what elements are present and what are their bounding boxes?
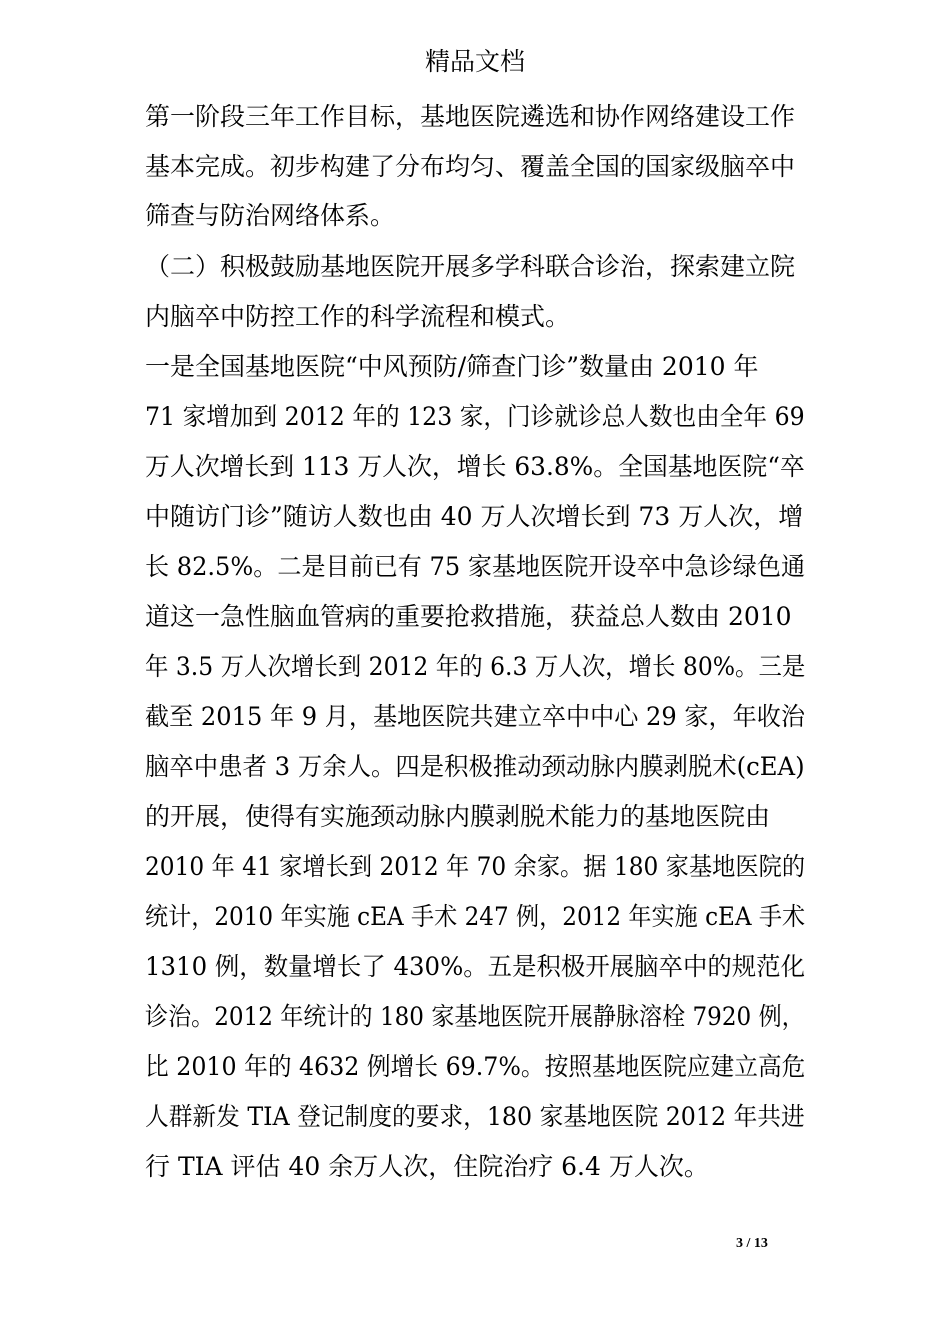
body-text-line: 的开展，使得有实施颈动脉内膜剥脱术能力的基地医院由: [145, 802, 771, 831]
body-text-line: 道这一急性脑血管病的重要抢救措施，获益总人数由 2010: [145, 602, 792, 631]
body-text-line: 一是全国基地医院“中风预防/筛查门诊”数量由 2010 年: [145, 352, 759, 381]
body-text-line: 诊治。2012 年统计的 180 家基地医院开展静脉溶栓 7920 例，: [145, 1002, 805, 1031]
body-text-line: 中随访门诊”随访人数也由 40 万人次增长到 73 万人次，增: [145, 502, 804, 531]
body-text-line: 内脑卒中防控工作的科学流程和模式。: [145, 302, 571, 331]
body-text-line: 长 82.5%。二是目前已有 75 家基地医院开设卒中急诊绿色通: [145, 552, 806, 581]
body-text-line: 万人次增长到 113 万人次，增长 63.8%。全国基地医院“卒: [145, 452, 805, 481]
body-text-line: 行 TIA 评估 40 余万人次，住院治疗 6.4 万人次。: [145, 1152, 709, 1181]
body-text-line: 1310 例，数量增长了 430%。五是积极开展脑卒中的规范化: [145, 952, 805, 981]
body-text-line: 统计，2010 年实施 cEA 手术 247 例，2012 年实施 cEA 手术: [145, 902, 806, 931]
page-number: 3 / 13: [736, 1236, 768, 1251]
body-text-line: 人群新发 TIA 登记制度的要求，180 家基地医院 2012 年共进: [145, 1102, 805, 1131]
body-text-line: 筛查与防治网络体系。: [145, 201, 396, 230]
body-text-line: 2010 年 41 家增长到 2012 年 70 余家。据 180 家基地医院的: [145, 852, 806, 881]
body-text-line: 基本完成。初步构建了分布均匀、覆盖全国的国家级脑卒中: [145, 152, 796, 181]
body-text-line: 第一阶段三年工作目标，基地医院遴选和协作网络建设工作: [145, 102, 796, 131]
body-text-line: 截至 2015 年 9 月，基地医院共建立卒中中心 29 家，年收治: [145, 702, 806, 731]
page-header-title: 精品文档: [424, 47, 525, 76]
body-text-line: 脑卒中患者 3 万余人。四是积极推动颈动脉内膜剥脱术(cEA): [145, 752, 805, 781]
body-text-line: 年 3.5 万人次增长到 2012 年的 6.3 万人次，增长 80%。三是: [145, 652, 806, 681]
body-text-line: （二）积极鼓励基地医院开展多学科联合诊治，探索建立院: [145, 252, 796, 281]
body-text-line: 71 家增加到 2012 年的 123 家，门诊就诊总人数也由全年 69: [145, 402, 805, 431]
body-text-line: 比 2010 年的 4632 例增长 69.7%。按照基地医院应建立高危: [145, 1052, 806, 1081]
